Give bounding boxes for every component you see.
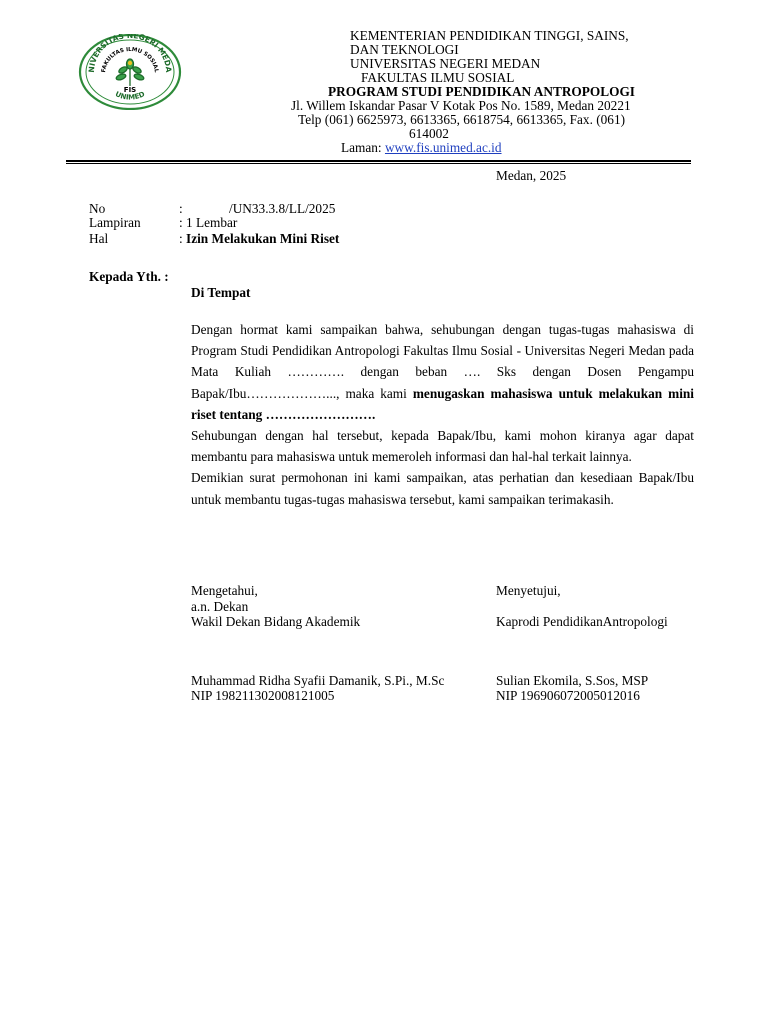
place-date: Medan, 2025 (496, 168, 567, 183)
letterhead-divider-thin (66, 163, 691, 164)
ministry-line-1: KEMENTERIAN PENDIDIKAN TINGGI, SAINS, (350, 28, 629, 43)
logo-text-top: NIVERSITAS NEGERI MEDA (86, 34, 174, 73)
website-link[interactable]: www.fis.unimed.ac.id (384, 140, 502, 155)
sign-left-name: Muhammad Ridha Syafii Damanik, S.Pi., M.Sc (191, 673, 445, 688)
no-separator: : (179, 201, 183, 216)
letter-body (191, 319, 694, 510)
body-paragraph-3: Demikian surat permohonan ini kami sampaikan, atas perhatian dan kesediaan Bapak/Ibu untuk membantu tugas-tugas mahasiswa tersebut, kami sampaikan terimakasih. (191, 470, 694, 507)
address-line: Jl. Willem Iskandar Pasar V Kotak Pos No. 1589, Medan 20221 (291, 98, 631, 113)
sign-left-line-3: Wakil Dekan Bidang Akademik (191, 614, 361, 629)
sign-right-nip: NIP 196906072005012016 (496, 688, 640, 703)
sign-right-name: Sulian Ekomila, S.Sos, MSP (496, 673, 649, 688)
faculty-name: FAKULTAS ILMU SOSIAL (361, 70, 515, 85)
sign-left-line-1: Mengetahui, (191, 583, 258, 598)
hal-row (179, 231, 339, 247)
logo-text-bottom: UNIMED (113, 90, 147, 102)
sign-left-nip: NIP 198211302008121005 (191, 688, 335, 703)
hal-label: Hal (89, 231, 109, 246)
sign-right-line-2: Kaprodi PendidikanAntropologi (496, 614, 668, 629)
phone-line-1: Telp (061) 6625973, 6613365, 6618754, 6613365, Fax. (061) (298, 112, 626, 127)
university-logo (78, 34, 182, 110)
body-paragraph-1-bold: menugaskan mahasiswa untuk melakukan mini riset tentang ……………………. (191, 385, 694, 422)
no-label: No (89, 201, 106, 216)
program-name: PROGRAM STUDI PENDIDIKAN ANTROPOLOGI (328, 84, 635, 99)
logo-text-inner: FAKULTAS ILMU SOSIAL (101, 46, 159, 73)
body-paragraph-2: Sehubungan dengan hal tersebut, kepada Bapak/Ibu, kami mohon kiranya agar dapat membantu para mahasiswa untuk memeroleh informasi dan hal-hal terkait lainnya. (191, 428, 694, 465)
letter-number: /UN33.3.8/LL/2025 (229, 201, 336, 216)
university-name: UNIVERSITAS NEGERI MEDAN (350, 56, 541, 71)
website-label: Laman: (341, 140, 382, 155)
letter-subject: Izin Melakukan Mini Riset (186, 231, 340, 246)
body-paragraph-1: Dengan hormat kami sampaikan bahwa, sehubungan dengan tugas-tugas mahasiswa di Program Studi Pendidikan Antropologi Fakultas Ilmu Sosial - Universitas Negeri Medan pada Mata Kuliah …………. dengan beban …. Sks dengan Dosen Pengampu Bapak/Ibu………………..., maka kami menugaskan mahasiswa untuk melakukan mini riset tentang ……………………. (191, 322, 694, 422)
lampiran-value: : 1 Lembar (179, 215, 238, 230)
website-line (341, 140, 502, 156)
logo-center-text: FIS (123, 86, 137, 94)
hal-separator: : (179, 231, 187, 246)
phone-line-2: 614002 (409, 126, 449, 141)
recipient-place: Di Tempat (191, 285, 251, 300)
sign-right-line-1: Menyetujui, (496, 583, 561, 598)
letterhead-divider (66, 160, 691, 162)
ministry-line-2: DAN TEKNOLOGI (350, 42, 459, 57)
recipient-label: Kepada Yth. : (89, 269, 169, 284)
sign-left-line-2: a.n. Dekan (191, 599, 249, 614)
lampiran-label: Lampiran (89, 215, 141, 230)
